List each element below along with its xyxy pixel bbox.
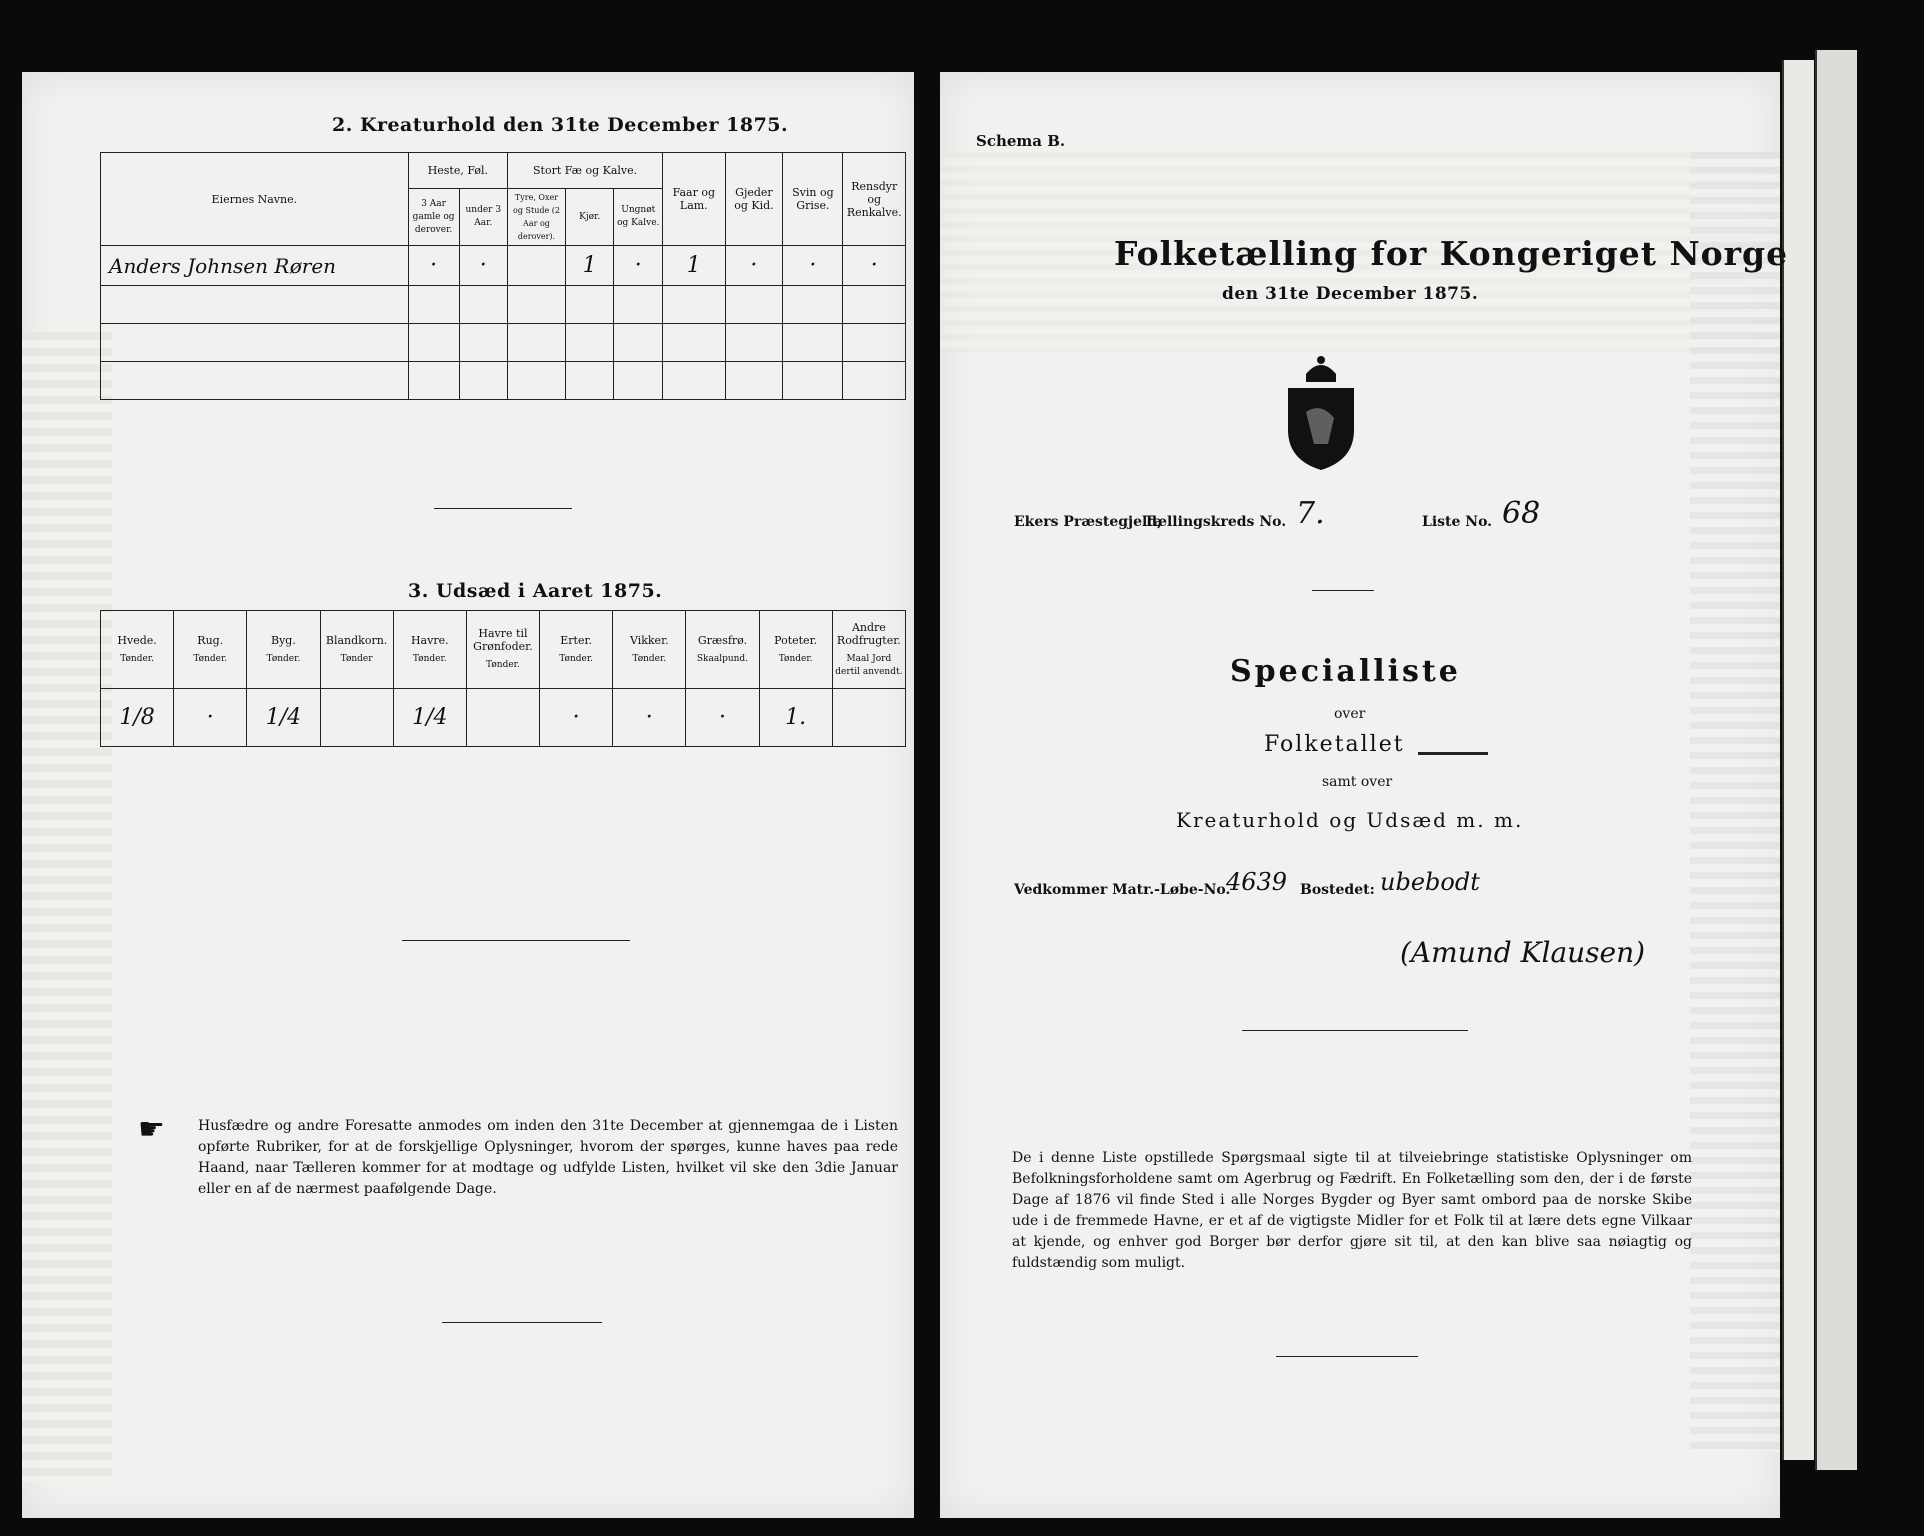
seed-header-name: Rug. <box>197 633 224 647</box>
seed-header-unit: Tønder. <box>193 653 228 664</box>
divider <box>1276 1356 1418 1357</box>
sheep-header: Faar og Lam. <box>663 153 725 246</box>
pointing-hand-icon: ☛ <box>138 1112 165 1147</box>
bleed-through-text <box>22 332 112 1482</box>
seed-header-unit: Tønder <box>340 653 373 664</box>
pigs-header: Svin og Grise. <box>783 153 843 246</box>
coat-of-arms-icon <box>1276 352 1366 472</box>
seed-header-name: Hvede. <box>117 633 157 647</box>
special-title: Specialliste <box>1230 654 1461 689</box>
left-page <box>22 72 914 1518</box>
samt-over-label: samt over <box>1322 774 1393 790</box>
divider <box>1242 1030 1468 1031</box>
cattle-young-header: Ungnøt og Kalve. <box>614 189 663 246</box>
seed-header-unit: Tønder. <box>266 653 301 664</box>
seed-header <box>613 611 686 689</box>
subtitle: den 31te December 1875. <box>1222 284 1479 304</box>
seed-header <box>101 611 174 689</box>
livestock-table <box>100 152 906 400</box>
seed-header <box>247 611 320 689</box>
goats-header: Gjeder og Kid. <box>725 153 783 246</box>
seed-value-cell: 1. <box>759 689 832 747</box>
table-row <box>101 286 906 324</box>
seed-header-name: Poteter. <box>774 633 818 647</box>
seed-table <box>100 610 906 747</box>
seed-header-name: Byg. <box>271 633 296 647</box>
list-value: 68 <box>1502 496 1541 531</box>
cattle-cows-cell: 1 <box>565 246 614 286</box>
seed-header <box>393 611 466 689</box>
seed-header-name: Vikker. <box>629 633 669 647</box>
horses-old-header: 3 Aar gamle og derover. <box>408 189 459 246</box>
main-title: Folketælling for Kongeriget Norge <box>1114 234 1789 273</box>
district-label: Tællingskreds No. <box>1144 514 1287 530</box>
horses-young-header: under 3 Aar. <box>459 189 508 246</box>
seed-header-unit: Maal Jord dertil anvendt. <box>835 653 903 677</box>
cattle-bulls-header: Tyre, Oxer og Stude (2 Aar og derover). <box>508 189 566 246</box>
cattle-cows-header: Kjør. <box>565 189 614 246</box>
bosted-value: ubebodt <box>1380 868 1480 896</box>
seed-header <box>320 611 393 689</box>
seed-header <box>832 611 905 689</box>
matr-label: Vedkommer Matr.-Løbe-No. <box>1014 882 1231 898</box>
seed-value-cell: · <box>686 689 759 747</box>
bleed-through-text <box>1690 152 1780 1452</box>
district-value: 7. <box>1296 496 1325 531</box>
right-page <box>940 72 1789 1518</box>
divider <box>1312 590 1374 591</box>
horses-header: Heste, Føl. <box>408 153 507 189</box>
section2-title: 2. Kreaturhold den 31te December 1875. <box>332 114 789 136</box>
seed-header-unit: Tønder. <box>486 660 520 670</box>
seed-value-cell: 1/4 <box>393 689 466 747</box>
pigs-cell: · <box>783 246 843 286</box>
cattle-young-cell: · <box>614 246 663 286</box>
seed-header-name: Græsfrø. <box>697 633 748 647</box>
seed-header-unit: Tønder. <box>778 653 813 664</box>
goats-cell: · <box>725 246 783 286</box>
seed-value-cell: · <box>174 689 247 747</box>
over-label: over <box>1334 706 1366 722</box>
horses-young-cell: · <box>459 246 508 286</box>
notice-text: Husfædre og andre Foresatte anmodes om inden den 31te December at gjennemgaa de i Listen opførte Rubriker, for at de forskjellige Oplysninger, hvorom der spørges, kunne haves paa rede Haand, naar Tælleren kommer for at modtage og udfylde Listen, hvilket vil ske den 3die Januar eller en af de nærmest paafølgende Dage. <box>198 1118 898 1197</box>
folketallet-label: Folketallet <box>1264 732 1405 757</box>
divider <box>434 508 572 509</box>
section3-title: 3. Udsæd i Aaret 1875. <box>408 580 663 602</box>
seed-header-unit: Tønder. <box>559 653 593 664</box>
reindeer-header: Rensdyr og Renkalve. <box>843 153 906 246</box>
divider <box>442 1322 602 1323</box>
seed-header-name: Blandkorn. <box>325 633 388 647</box>
kreaturhold-label: Kreaturhold og Udsæd m. m. <box>1176 808 1524 832</box>
seed-value-cell <box>832 689 905 747</box>
seed-value-cell: 1/8 <box>101 689 174 747</box>
seed-header-unit: Tønder. <box>632 653 667 664</box>
seed-value-cell: · <box>540 689 613 747</box>
seed-value-cell <box>320 689 393 747</box>
schema-label: Schema B. <box>976 132 1066 150</box>
cattle-bulls-cell <box>508 246 566 286</box>
owner-cell: Anders Johnsen Røren <box>101 246 409 286</box>
seed-header <box>759 611 832 689</box>
footer-text: De i denne Liste opstillede Spørgsmaal sigte til at tilveiebringe statistiske Oplysninger om Befolkningsforholdene samt om Agerbrug og Fædrift. En Folketælling som den, der i de første Dage af 1876 vil finde Sted i alle Norges Bygder og Byer samt ombord paa de norske Skibe ude i de fremmede Havne, er et af de vigtigste Midler for et Folk til at lære dets egne Vilkaar at kjende, og enhver god Borger bør derfor gjøre sit til, at den kan blive saa nøiagtig og fuldstændig som muligt. <box>1012 1150 1692 1271</box>
sheep-cell: 1 <box>663 246 725 286</box>
seed-value-cell <box>466 689 539 747</box>
owner-header: Eiernes Navne. <box>101 153 409 246</box>
signature: (Amund Klausen) <box>1400 936 1646 969</box>
matr-value: 4639 <box>1226 868 1288 896</box>
seed-header-name: Havre til Grønfoder. <box>473 627 533 653</box>
table-row <box>101 362 906 400</box>
seed-value-cell: · <box>613 689 686 747</box>
horses-old-cell: · <box>408 246 459 286</box>
seed-header-name: Erter. <box>560 633 592 647</box>
seed-header-unit: Tønder. <box>120 653 154 664</box>
divider <box>1418 752 1488 755</box>
divider <box>402 940 630 941</box>
seed-header-unit: Tønder. <box>412 653 447 664</box>
seed-value-cell: 1/4 <box>247 689 320 747</box>
seed-header-unit: Skaalpund. <box>696 653 749 664</box>
seed-header <box>686 611 759 689</box>
seed-header-name: Andre Rodfrugter. <box>836 620 901 647</box>
reindeer-cell: · <box>843 246 906 286</box>
seed-header <box>466 611 539 689</box>
list-label: Liste No. <box>1422 514 1493 530</box>
seed-header-name: Havre. <box>410 633 449 647</box>
cattle-header: Stort Fæ og Kalve. <box>508 153 663 189</box>
parish-label: Ekers Præstegjeld, <box>1014 514 1162 530</box>
seed-header <box>174 611 247 689</box>
page-edge <box>1815 50 1857 1470</box>
bosted-label: Bostedet: <box>1300 882 1375 898</box>
seed-header <box>540 611 613 689</box>
table-row <box>101 324 906 362</box>
